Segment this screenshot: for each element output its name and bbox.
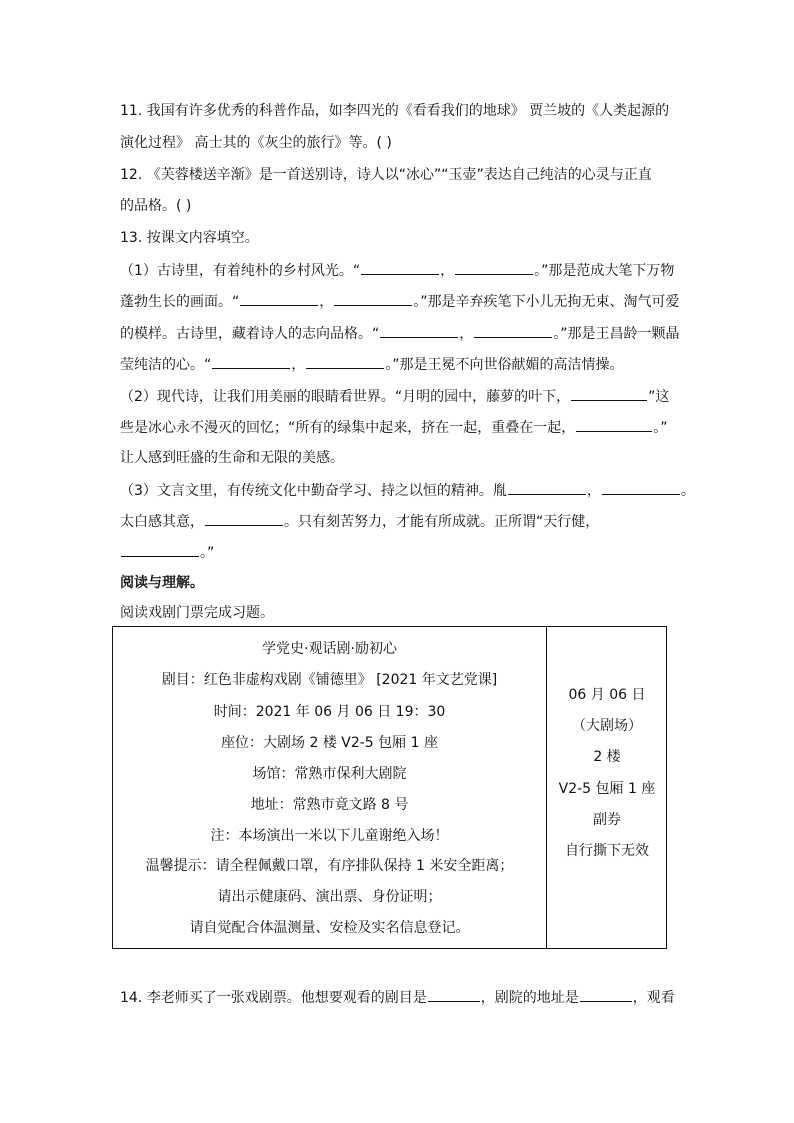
ticket-time: 时间：2021 年 06 月 06 日 19：30 [213, 704, 446, 720]
q13-part3-line-3 [120, 542, 214, 563]
text: ， [440, 263, 455, 279]
text: （3）文言文里，有传统文化中勤奋学习、持之以恒的精神。胤 [120, 483, 507, 499]
ticket-address: 地址：常熟市竟文路 8 号 [250, 797, 409, 813]
answer-blank[interactable] [508, 480, 586, 495]
q13-part1-line-2 [120, 291, 680, 312]
answer-blank[interactable] [240, 291, 318, 306]
text: 。” [653, 420, 668, 436]
text: 14. 李老师买了一张戏剧票。他想要观看的剧目是 [120, 990, 427, 1006]
answer-blank[interactable] [602, 480, 680, 495]
text: ，剧院的地址是 [480, 990, 579, 1006]
ticket-tip-1: 温馨提示：请全程佩戴口罩，有序排队保持 1 米安全距离； [145, 858, 514, 874]
q13-part2-line-1 [120, 386, 669, 407]
text: 些是冰心永不漫灭的回忆；“所有的绿集中起来，挤在一起，重叠在一起， [120, 420, 576, 436]
answer-blank[interactable] [474, 323, 552, 338]
q13-part1-line-4 [120, 354, 624, 375]
answer-blank[interactable] [306, 354, 384, 369]
answer-blank[interactable] [576, 417, 652, 432]
answer-blank[interactable] [121, 542, 199, 557]
text: 。” [200, 545, 215, 561]
theater-ticket [112, 626, 667, 949]
answer-blank[interactable] [212, 354, 290, 369]
q13-part2-line-2 [120, 417, 668, 438]
text: ， [319, 294, 334, 310]
text: 莹纯洁的心。“ [120, 357, 212, 373]
answer-blank[interactable] [334, 291, 412, 306]
ticket-tip-2: 请出示健康码、演出票、身份证明； [217, 889, 442, 905]
q13-title: 13. 按课文内容填空。 [120, 230, 259, 246]
q13-part2-line-3: 让人感到旺盛的生命和无限的美感。 [120, 450, 344, 466]
q13-part1-line-3 [120, 323, 680, 344]
answer-blank[interactable] [380, 323, 458, 338]
stub-note: 自行撕下无效 [565, 843, 649, 859]
q14-line-1 [120, 987, 675, 1008]
text: ”这 [648, 389, 670, 405]
text: ， [291, 357, 306, 373]
answer-blank[interactable] [571, 386, 647, 401]
text: ，观看 [632, 990, 675, 1006]
stub-date: 06 月 06 日 [568, 687, 646, 703]
q12-line-2: 的品格。( ) [120, 198, 192, 214]
stub-seat: V2-5 包厢 1 座 [558, 781, 656, 797]
stub-floor: 2 楼 [593, 749, 621, 765]
answer-blank[interactable] [580, 987, 632, 1002]
answer-blank[interactable] [361, 260, 439, 275]
q13-part3-line-2 [120, 511, 599, 532]
text: （1）古诗里，有着纯朴的乡村风光。“ [120, 263, 361, 279]
text: 的模样。古诗里，藏着诗人的志向品格。“ [120, 326, 380, 342]
q11-line-2: 演化过程》 高士其的《灰尘的旅行》等。( ) [120, 135, 392, 151]
ticket-play: 剧目：红色非虚构戏剧《铺德里》 [2021 年文艺党课] [161, 672, 498, 688]
text: 蓬勃生长的画面。“ [120, 294, 240, 310]
ticket-venue: 场馆：常熟市保利大剧院 [252, 766, 407, 782]
text: ， [459, 326, 474, 342]
text: ， [586, 483, 601, 499]
text: 。”那是王昌龄一颗晶 [553, 326, 680, 342]
q13-part1-line-1 [120, 260, 674, 281]
section-instruction: 阅读戏剧门票完成习题。 [120, 605, 274, 621]
stub-hall: （大剧场） [572, 718, 642, 734]
text: 。”那是辛弃疾笔下小儿无拘无束、淘气可爱 [413, 294, 680, 310]
ticket-title: 学党史·观话剧·励初心 [262, 641, 397, 657]
answer-blank[interactable] [455, 260, 533, 275]
text: 。 [680, 483, 695, 499]
text: 。只有刻苦努力，才能有所成就。正所谓“天行健， [284, 514, 600, 530]
text: 。”那是范成大笔下万物 [534, 263, 675, 279]
q12-line-1: 12. 《芙蓉楼送辛渐》是一首送别诗，诗人以“冰心”“玉壶”表达自己纯洁的心灵与正直 [120, 167, 652, 183]
text: 太白感其意， [120, 514, 204, 530]
text: （2）现代诗，让我们用美丽的眼睛看世界。“月明的园中，藤萝的叶下， [120, 389, 571, 405]
q13-part3-line-1 [120, 480, 695, 501]
ticket-notice: 注：本场演出一米以下儿童谢绝入场！ [210, 828, 449, 844]
section-heading: 阅读与理解。 [120, 575, 204, 591]
answer-blank[interactable] [205, 511, 283, 526]
stub-type: 副券 [593, 812, 621, 828]
q11-line-1: 11. 我国有许多优秀的科普作品，如李四光的《看看我们的地球》 贾兰坡的《人类起源的 [120, 103, 670, 119]
ticket-seat: 座位：大剧场 2 楼 V2-5 包厢 1 座 [221, 735, 438, 751]
text: 。”那是王冕不向世俗献媚的高洁情操。 [385, 357, 624, 373]
answer-blank[interactable] [428, 987, 480, 1002]
ticket-tip-3: 请自觉配合体温测量、安检及实名信息登记。 [189, 920, 470, 936]
